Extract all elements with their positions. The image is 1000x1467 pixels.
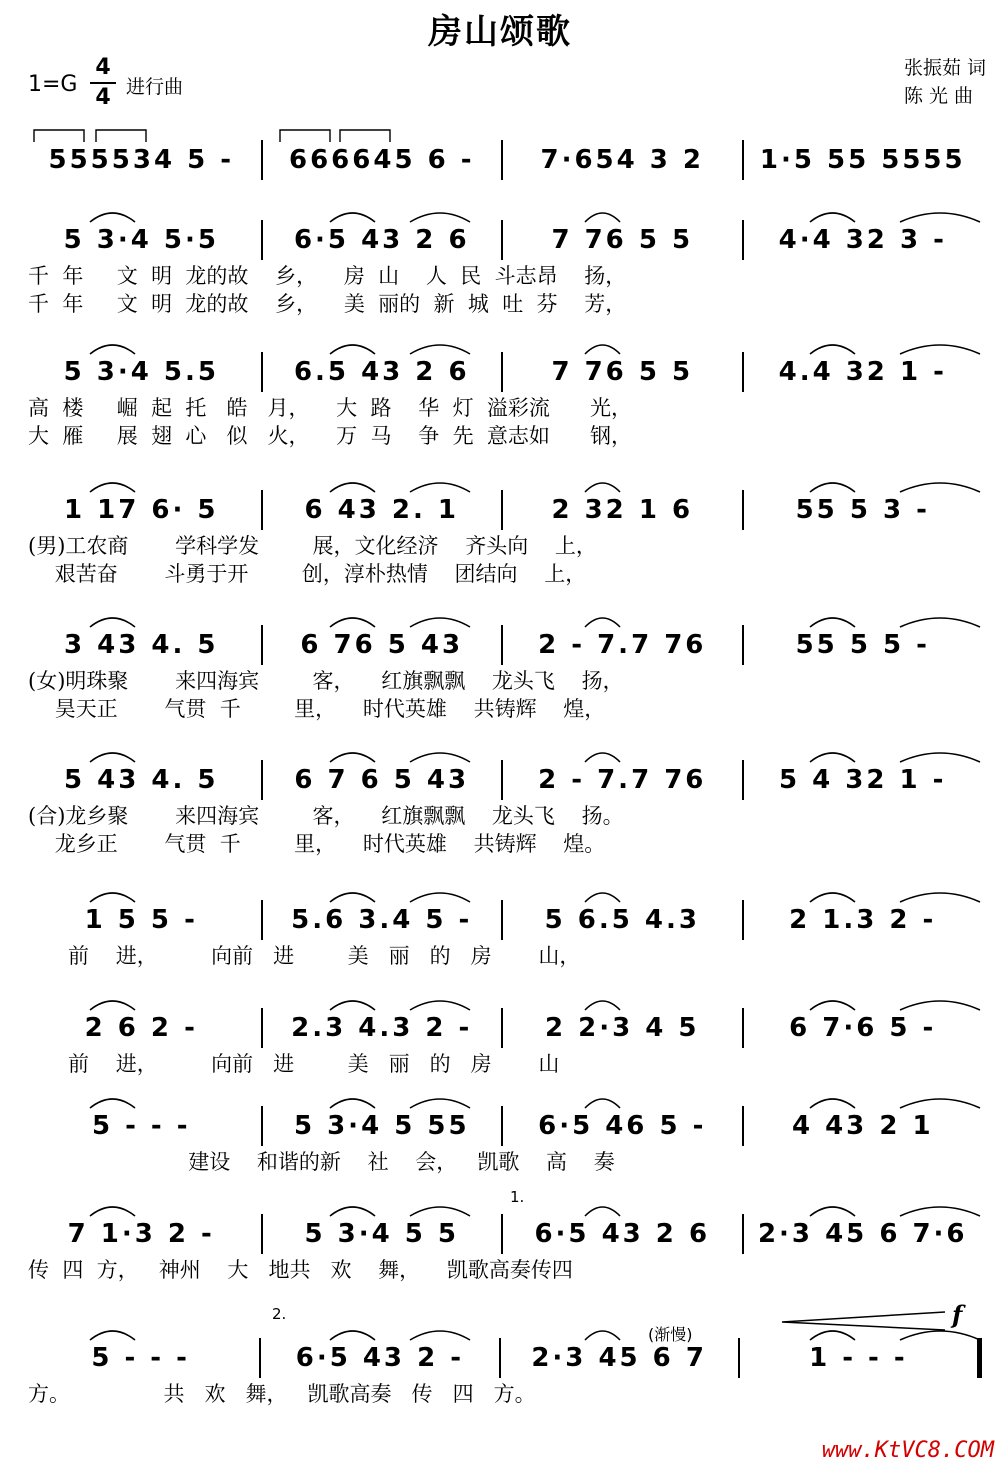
lyric-line: 龙乡正 气贯 千 里， 时代英雄 共铸辉 煌。 <box>28 832 606 856</box>
measure: 7 1·3 2 - <box>67 1219 215 1249</box>
measure: 2 2·3 4 5 <box>545 1013 700 1043</box>
song-title: 房山颂歌 <box>428 12 572 52</box>
measure: 7 76 5 5 <box>551 225 694 255</box>
lyric-line: 千 年 文 明 龙的故 乡， 美 丽的 新 城 吐 芬 芳， <box>28 292 627 316</box>
measure: 4.4 32 1 - <box>778 357 947 387</box>
lyrics-block <box>0 1256 1000 1284</box>
lyric-line: 艰苦奋 斗勇于开 创，淳朴热情 团结向 上， <box>28 562 587 586</box>
measure: 2·3 45 6 7·6 <box>757 1219 968 1249</box>
lyrics-block <box>0 942 1000 970</box>
measure: 5.6 3.4 5 - <box>291 905 473 935</box>
lyric-line: 方。 共 欢 舞， 凯歌高奏 传 四 方。 <box>28 1382 536 1406</box>
measure: 4 43 2 1 <box>791 1111 934 1141</box>
lyrics-block <box>0 1148 1000 1176</box>
measure: 5 - - - <box>91 1111 191 1141</box>
notation-line <box>22 140 982 180</box>
measure: 1 - - - <box>809 1343 908 1373</box>
measure: 6.5 43 2 6 <box>293 357 470 387</box>
notation-line <box>22 352 982 392</box>
score-row <box>0 490 1000 600</box>
measure: 55 5 5 - <box>795 630 930 660</box>
lyrics-block <box>0 532 1000 588</box>
notation-line <box>22 1214 982 1254</box>
lyrics-block <box>0 667 1000 723</box>
notation-line <box>22 1338 982 1378</box>
credits <box>904 54 986 110</box>
lyric-line: (男)工农商 学科学发 展，文化经济 齐头向 上， <box>28 534 597 558</box>
lyric-line: 高 楼 崛 起 托 皓 月， 大 路 华 灯 溢彩流 光， <box>28 396 632 420</box>
volta-1: 1. <box>510 1188 525 1206</box>
measure: 5 4 32 1 - <box>779 765 947 795</box>
tempo-marking: 进行曲 <box>126 76 184 98</box>
score-row <box>0 760 1000 870</box>
measure: 2 - 7.7 76 <box>538 630 707 660</box>
measure: 7 76 5 5 <box>551 357 694 387</box>
measure: 5 3·4 5 55 <box>293 1111 470 1141</box>
crescendo-hairpin <box>780 1308 950 1332</box>
measure: 5 6.5 4.3 <box>544 905 700 935</box>
measure: 555534 5 - <box>48 145 235 175</box>
volta-2: 2. <box>272 1305 287 1323</box>
score-row <box>0 625 1000 735</box>
notation-line <box>22 220 982 260</box>
lyric-line: 千 年 文 明 龙的故 乡， 房 山 人 民 斗志昂 扬， <box>28 264 627 288</box>
notation-line <box>22 1008 982 1048</box>
notation-line <box>22 1106 982 1146</box>
composer: 陈 光 曲 <box>903 85 974 107</box>
measure: 4·4 32 3 - <box>778 225 947 255</box>
score-row <box>0 352 1000 462</box>
measure: 6 7·6 5 - <box>789 1013 937 1043</box>
notation-line <box>22 625 982 665</box>
notation-line <box>22 760 982 800</box>
score-row <box>0 1008 1000 1118</box>
score-row <box>0 220 1000 330</box>
measure: 5 3·4 5·5 <box>63 225 219 255</box>
lyrics-block <box>0 262 1000 318</box>
measure: 55 5 3 - <box>795 495 930 525</box>
measure: 1 5 5 - <box>84 905 198 935</box>
time-signature-bottom: 4 <box>95 85 111 110</box>
measure: 2·3 45 6 7 <box>531 1343 707 1373</box>
score-row <box>0 1106 1000 1216</box>
lyric-line: 传 四 方， 神州 大 地共 欢 舞， 凯歌高奏传四 <box>28 1258 573 1282</box>
dynamic-forte: f <box>952 1300 963 1329</box>
measure: 2 32 1 6 <box>551 495 694 525</box>
time-signature-line <box>90 82 116 84</box>
final-barline <box>977 1338 982 1378</box>
lyric-line: 前 进， 向前 进 美 丽 的 房 山， <box>28 944 581 968</box>
measure: 6·5 43 2 6 <box>534 1219 711 1249</box>
lyric-line: 建设 和谐的新 社 会， 凯歌 高 奏 <box>28 1150 615 1174</box>
measure: 666645 6 - <box>288 145 475 175</box>
measure: 6·5 43 2 6 <box>293 225 470 255</box>
measure: 5 3·4 5.5 <box>63 357 219 387</box>
measure: 5 - - - <box>91 1343 190 1373</box>
measure: 2.3 4.3 2 - <box>291 1013 473 1043</box>
notation-line <box>22 900 982 940</box>
lyricist: 张振茹 词 <box>903 57 986 79</box>
measure: 6·5 43 2 - <box>295 1343 465 1373</box>
notation-line <box>22 490 982 530</box>
measure: 2 6 2 - <box>84 1013 198 1043</box>
measure: 2 - 7.7 76 <box>538 765 707 795</box>
key-signature: 1=G <box>28 72 78 97</box>
measure: 7·654 3 2 <box>540 145 705 175</box>
measure: 2 1.3 2 - <box>789 905 937 935</box>
measure: 6 7 6 5 43 <box>294 765 470 795</box>
score-row <box>0 900 1000 1010</box>
lyric-line: (合)龙乡聚 来四海宾 客， 红旗飘飘 龙头飞 扬。 <box>28 804 624 828</box>
measure: 6·5 46 5 - <box>538 1111 707 1141</box>
lyric-line: 昊天正 气贯 千 里， 时代英雄 共铸辉 煌， <box>28 697 606 721</box>
lyrics-block <box>0 394 1000 450</box>
measure: 1·5 55 5555 <box>759 145 966 175</box>
lyrics-block <box>0 1380 1000 1408</box>
time-signature-top: 4 <box>95 55 111 80</box>
ritardando-mark: (渐慢) <box>648 1325 693 1344</box>
measure: 5 3·4 5 5 <box>304 1219 459 1249</box>
score-row <box>0 1338 1000 1448</box>
measure: 3 43 4. 5 <box>64 630 219 660</box>
lyrics-block <box>0 1050 1000 1078</box>
lyric-line: 大 雁 展 翅 心 似 火， 万 马 争 先 意志如 钢， <box>28 424 632 448</box>
watermark: www.KtVC8.COM <box>821 1438 994 1463</box>
measure: 5 43 4. 5 <box>64 765 219 795</box>
lyrics-block <box>0 802 1000 858</box>
measure: 1 17 6· 5 <box>64 495 219 525</box>
lyric-line: 前 进， 向前 进 美 丽 的 房 山 <box>28 1052 560 1076</box>
lyric-line: (女)明珠聚 来四海宾 客， 红旗飘飘 龙头飞 扬， <box>28 669 624 693</box>
time-signature <box>90 55 116 111</box>
measure: 6 76 5 43 <box>300 630 464 660</box>
measure: 6 43 2. 1 <box>304 495 459 525</box>
